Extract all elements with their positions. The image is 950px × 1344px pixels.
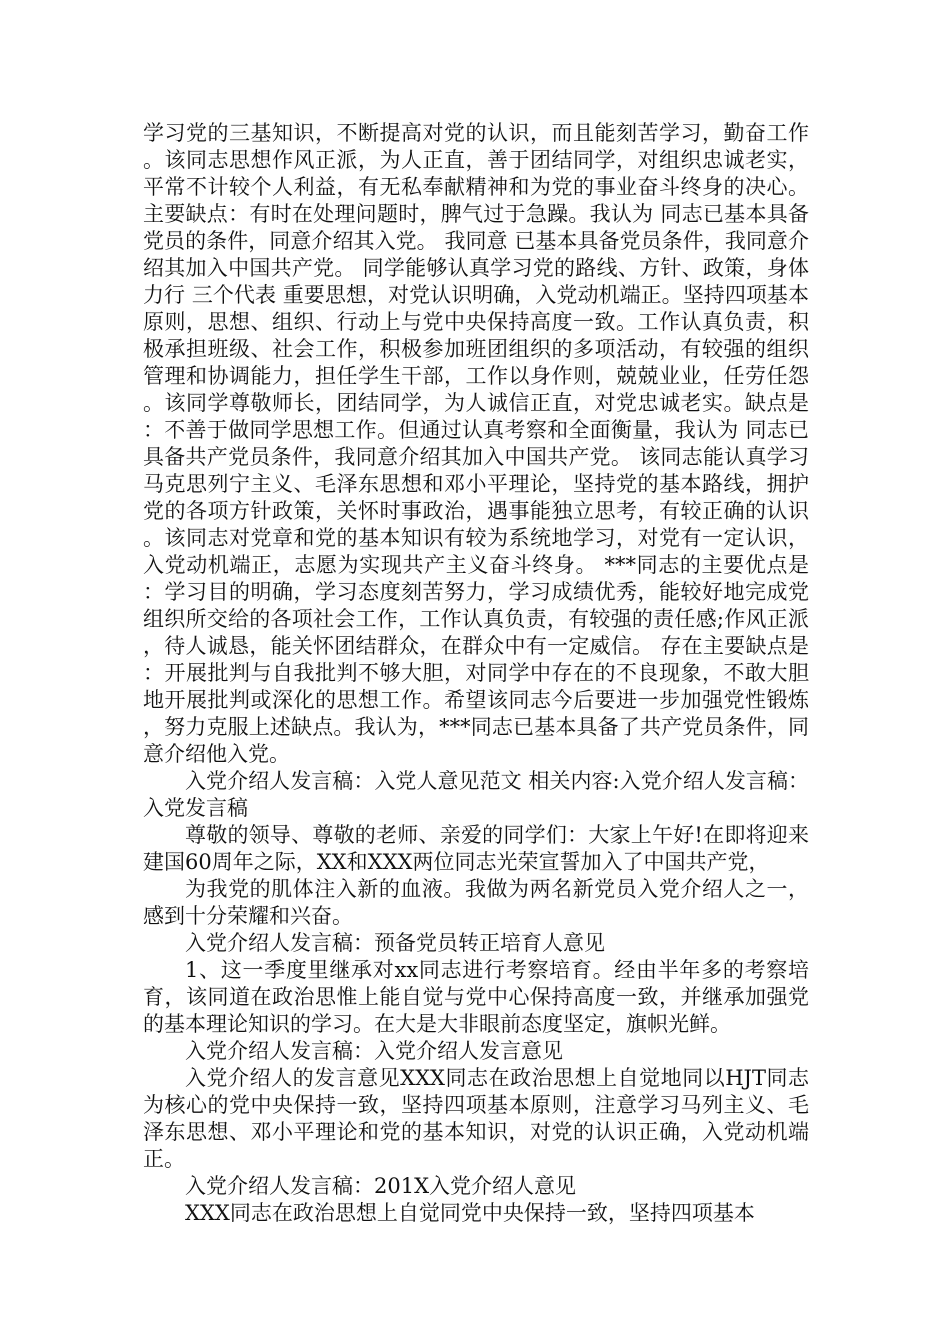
section-heading-201x-opinion: 入党介绍人发言稿：201X入党介绍人意见 <box>185 1174 577 1198</box>
section-heading-sample-opinion: 入党介绍人发言稿：入党人意见范文 相关内容:入党介绍人发言稿：入党发言稿 <box>143 769 809 820</box>
section-heading-probationary-opinion: 入党介绍人发言稿：预备党员转正培育人意见 <box>185 931 605 955</box>
paragraph-evaluation-continued: 学习党的三基知识，不断提高对党的认识，而且能刻苦学习，勤奋工作。该同志思想作风正派，为人正直，善于团结同学，对组织忠诚老实，平常不计较个人利益，有无私奉献精神和为党的事业奋斗终身的决心。主要缺点：有时在处理问题时，脾气过于急躁。我认为 同志已基本具备党员的条件，同意介绍其入党。 我同意 已基本具备党员条件，我同意介绍其加入中国共产党。 同学能够认真学习党的路线、方针、政策，身体力行 三个代表 重要思想，对党认识明确，入党动机端正。坚持四项基本原则，思想、组织、行动上与党中央保持高度一致。工作认真负责，积极承担班级、社会工作，积极参加班团组织的多项活动，有较强的组织管理和协调能力，担任学生干部，工作以身作则，兢兢业业，任劳任怨。该同学尊敬师长，团结同学，为人诚信正直，对党忠诚老实。缺点是：不善于做同学思想工作。但通过认真考察和全面衡量，我认为 同志已具备共产党员条件，我同意介绍其加入中国共产党。 该同志能认真学习马克思列宁主义、毛泽东思想和邓小平理论，坚持党的基本路线，拥护党的各项方针政策，关怀时事政治，遇事能独立思考，有较正确的认识。该同志对党章和党的基本知识有较为系统地学习，对党有一定认识，入党动机端正，志愿为实现共产主义奋斗终身。 ***同志的主要优点是：学习目的明确，学习态度刻苦努力，学习成绩优秀，能较好地完成党组织所交给的各项社会工作，工作认真负责，有较强的责任感;作风正派，待人诚恳，能关怀团结群众，在群众中有一定威信。 存在主要缺点是：开展批判与自我批判不够大胆，对同学中存在的不良现象，不敢大胆地开展批判或深化的思想工作。希望该同志今后要进一步加强党性锻炼，努力克服上述缺点。我认为，***同志已基本具备了共产党员条件，同意介绍他入党。 <box>143 121 809 766</box>
document-body <box>143 120 809 1227</box>
paragraph-probationary-item-1: 1、这一季度里继承对xx同志进行考察培育。经由半年多的考察培育，该同道在政治思惟上能自觉与党中心保持高度一致，并继承加强党的基本理论知识的学习。在大是大非眼前态度坚定，旗帜光鲜。 <box>143 958 809 1036</box>
paragraph-201x-opinion: XXX同志在政治思想上自觉同党中央保持一致，坚持四项基本 <box>185 1201 755 1225</box>
section-heading-introducer-opinion: 入党介绍人发言稿：入党介绍人发言意见 <box>185 1039 563 1063</box>
paragraph-speech-greeting: 尊敬的领导、尊敬的老师、亲爱的同学们：大家上午好!在即将迎来建国60周年之际，XX和XXX两位同志光荣宣誓加入了中国共产党， <box>143 823 809 874</box>
paragraph-introducer-opinion: 入党介绍人的发言意见XXX同志在政治思想上自觉地同以HJT同志为核心的党中央保持一致，坚持四项基本原则，注意学习马列主义、毛泽东思想、邓小平理论和党的基本知识，对党的认识正确，入党动机端正。 <box>143 1066 809 1171</box>
paragraph-speech-honor: 为我党的肌体注入新的血液。我做为两名新党员入党介绍人之一，感到十分荣耀和兴奋。 <box>143 877 809 928</box>
